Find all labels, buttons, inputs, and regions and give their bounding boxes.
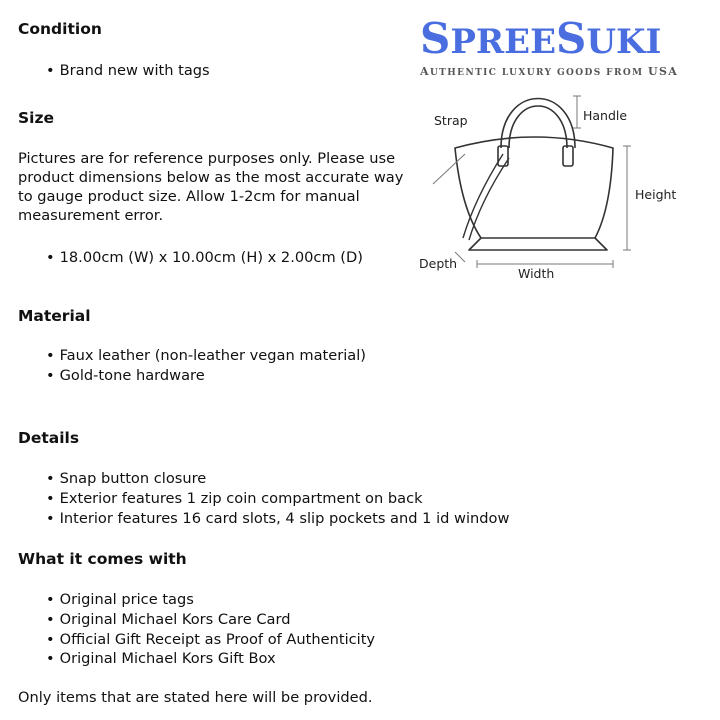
condition-heading: Condition bbox=[18, 20, 102, 38]
footer-note: Only items that are stated here will be provided. bbox=[18, 689, 373, 706]
label-depth: Depth bbox=[419, 256, 458, 271]
label-handle: Handle bbox=[583, 108, 628, 123]
material-heading: Material bbox=[18, 307, 91, 325]
list-item: • 18.00cm (W) x 10.00cm (H) x 2.00cm (D) bbox=[46, 248, 363, 268]
label-strap: Strap bbox=[434, 113, 468, 128]
brand-logo bbox=[420, 14, 716, 78]
comes-with-list bbox=[46, 590, 375, 669]
list-item: • Snap button closure bbox=[46, 469, 509, 489]
comes-with-heading: What it comes with bbox=[18, 550, 187, 568]
list-item: • Brand new with tags bbox=[46, 61, 210, 81]
size-note: Pictures are for reference purposes only. Please use product dimensions below as the most accurate way to gauge product size. Allow 1-2cm for manual measurement error. bbox=[18, 150, 404, 224]
list-item: • Original Michael Kors Gift Box bbox=[46, 649, 375, 669]
list-item: • Official Gift Receipt as Proof of Authenticity bbox=[46, 630, 375, 650]
list-item: • Gold-tone hardware bbox=[46, 366, 366, 386]
details-list bbox=[46, 469, 509, 528]
material-list bbox=[46, 346, 366, 386]
condition-list bbox=[46, 61, 210, 81]
bag-strap bbox=[463, 154, 503, 238]
bag-body bbox=[455, 137, 613, 238]
hardware-right bbox=[563, 146, 573, 166]
bag-base bbox=[469, 238, 607, 250]
size-list bbox=[46, 248, 363, 268]
logo-tagline: AUTHENTIC LUXURY GOODS FROM USA bbox=[420, 65, 679, 78]
label-height: Height bbox=[635, 187, 677, 202]
list-item: • Original Michael Kors Care Card bbox=[46, 610, 375, 630]
list-item: • Exterior features 1 zip coin compartment on back bbox=[46, 489, 509, 509]
handle-inner-line bbox=[509, 106, 567, 148]
list-item: • Faux leather (non-leather vegan material) bbox=[46, 346, 366, 366]
logo-name: SPREESUKI bbox=[420, 14, 662, 63]
label-width: Width bbox=[518, 266, 555, 281]
list-item: • Interior features 16 card slots, 4 slip pockets and 1 id window bbox=[46, 509, 509, 529]
size-heading: Size bbox=[18, 109, 55, 127]
details-heading: Details bbox=[18, 429, 80, 447]
list-item: • Original price tags bbox=[46, 590, 375, 610]
